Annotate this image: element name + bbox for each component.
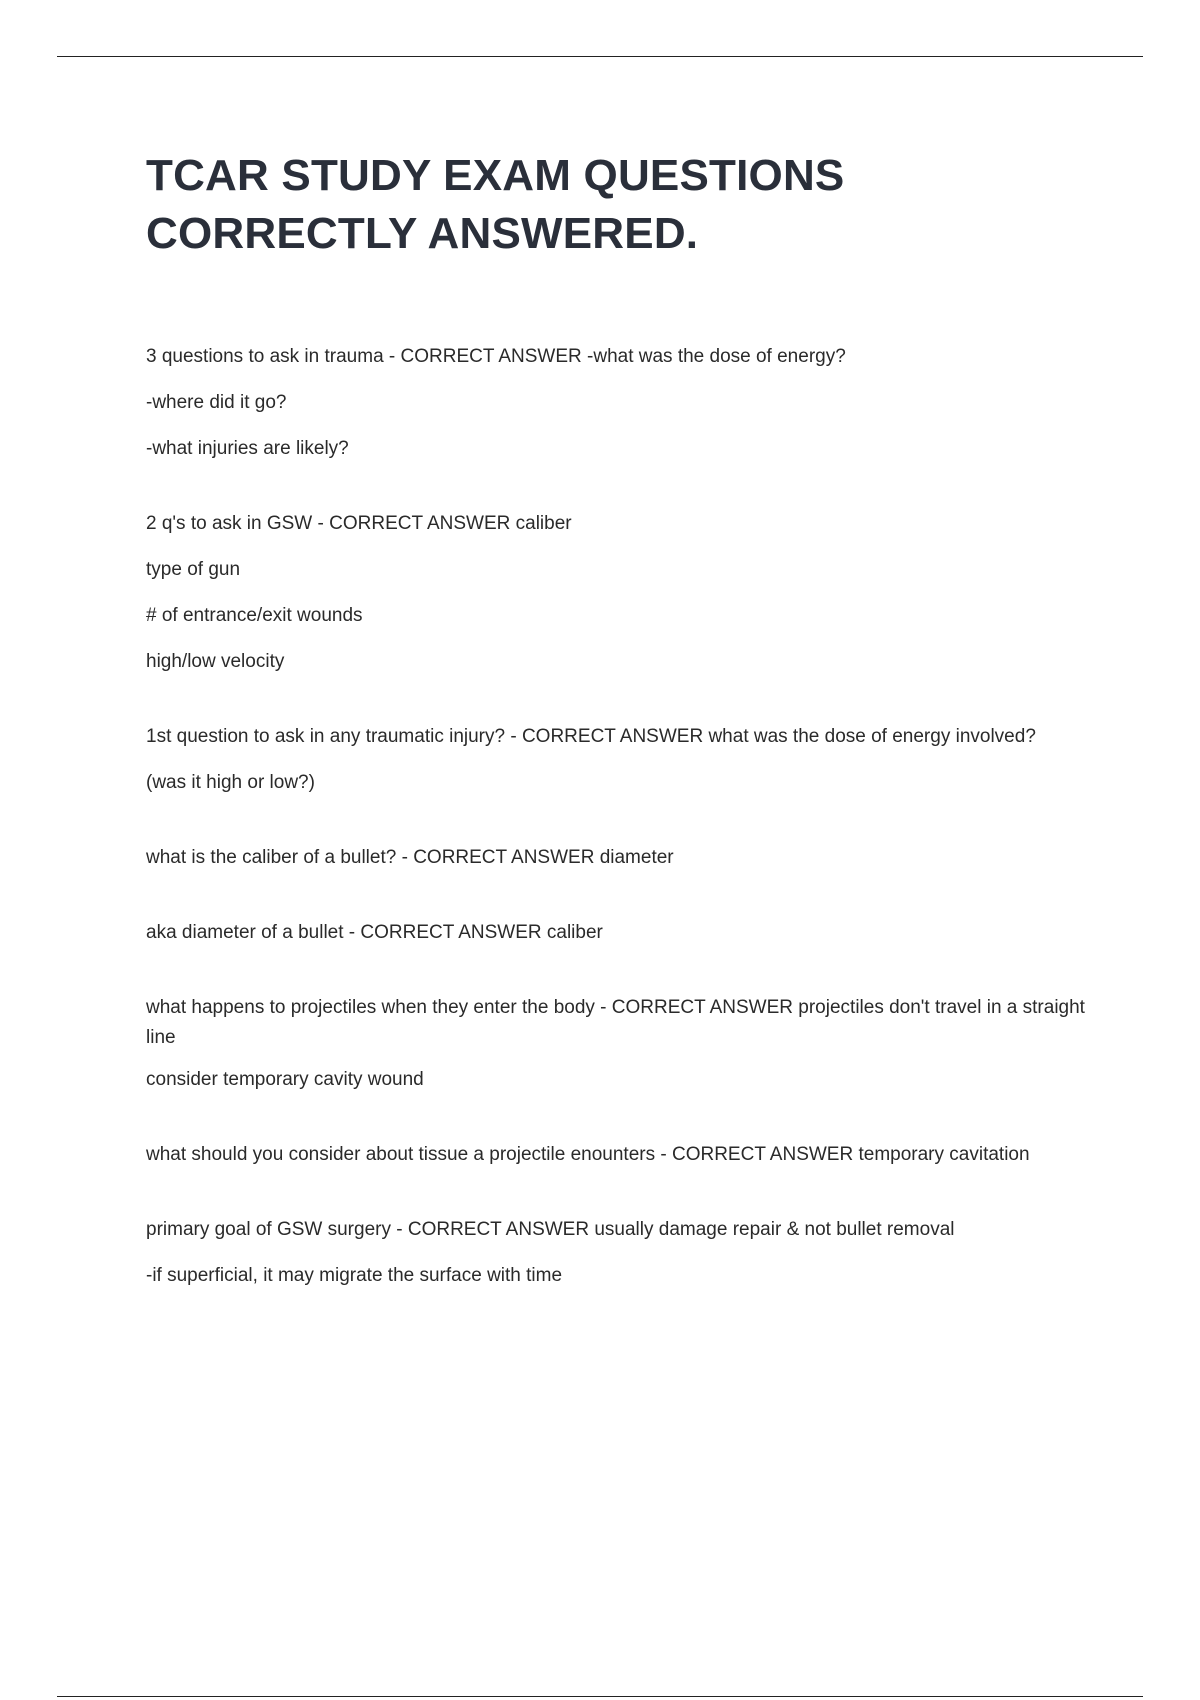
- qa-line: (was it high or low?): [146, 772, 315, 793]
- qa-list: [146, 342, 1086, 1336]
- qa-line: aka diameter of a bullet - CORRECT ANSWER caliber: [146, 922, 603, 943]
- qa-item: [146, 1215, 1086, 1291]
- qa-item: [146, 1140, 1086, 1170]
- qa-item: [146, 722, 1086, 798]
- qa-line: type of gun: [146, 559, 241, 580]
- qa-line: what should you consider about tissue a projectile enounters - CORRECT ANSWER temporary cavitation: [146, 1144, 1030, 1165]
- document-title: TCAR STUDY EXAM QUESTIONS CORRECTLY ANSWERED.: [146, 151, 845, 258]
- qa-line: consider temporary cavity wound: [146, 1069, 424, 1090]
- qa-item: [146, 843, 1086, 873]
- qa-line: -if superficial, it may migrate the surface with time: [146, 1265, 563, 1286]
- qa-line: 3 questions to ask in trauma - CORRECT ANSWER -what was the dose of energy?: [146, 346, 846, 367]
- qa-line: what is the caliber of a bullet? - CORRECT ANSWER diameter: [146, 847, 674, 868]
- qa-item: [146, 342, 1086, 464]
- top-rule: [57, 56, 1143, 57]
- qa-line: 1st question to ask in any traumatic injury? - CORRECT ANSWER what was the dose of energy involved?: [146, 726, 1036, 747]
- qa-item: [146, 993, 1086, 1095]
- qa-item: [146, 918, 1086, 948]
- qa-item: [146, 509, 1086, 677]
- qa-line: # of entrance/exit wounds: [146, 605, 363, 626]
- qa-line: 2 q's to ask in GSW - CORRECT ANSWER caliber: [146, 513, 572, 534]
- qa-line: -what injuries are likely?: [146, 438, 349, 459]
- qa-line: what happens to projectiles when they enter the body - CORRECT ANSWER projectiles don't travel in a straight line: [146, 997, 1085, 1048]
- qa-line: primary goal of GSW surgery - CORRECT ANSWER usually damage repair & not bullet removal: [146, 1219, 955, 1240]
- qa-line: high/low velocity: [146, 651, 285, 672]
- bottom-rule: [57, 1696, 1143, 1697]
- qa-line: -where did it go?: [146, 392, 287, 413]
